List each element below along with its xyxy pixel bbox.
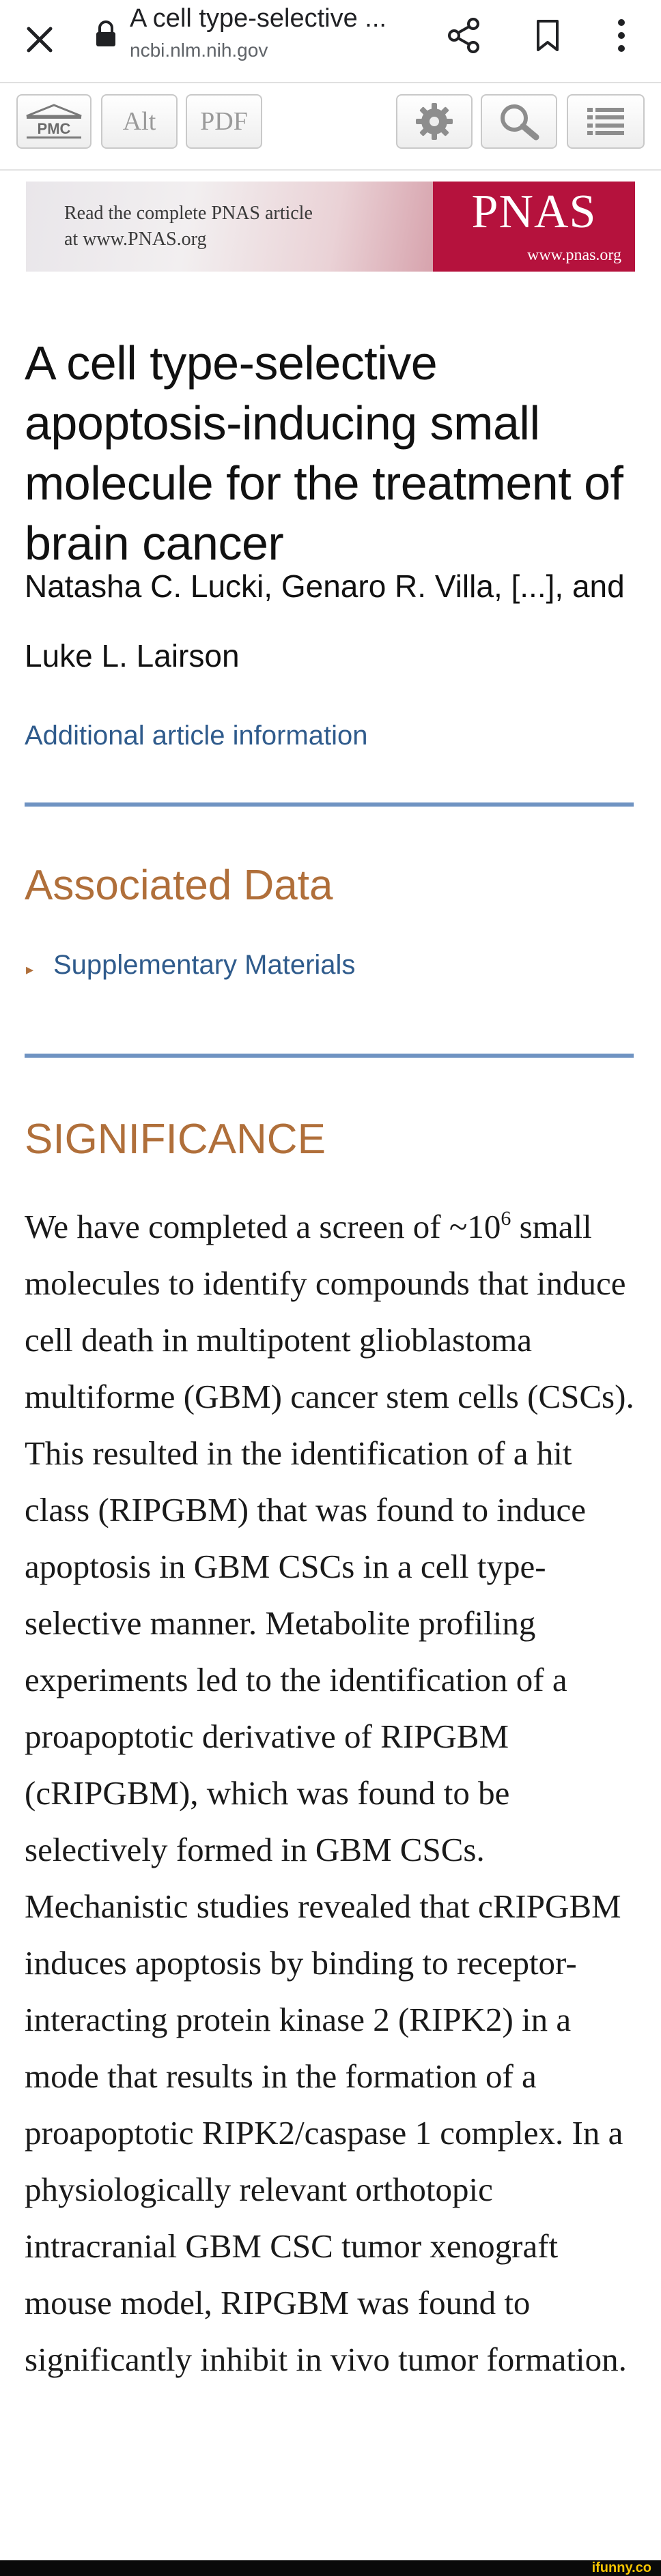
banner-text: [64, 201, 313, 252]
pnas-url: www.pnas.org: [527, 246, 621, 264]
banner-line-1: Read the complete PNAS article: [64, 203, 313, 224]
close-tab-button[interactable]: [15, 15, 64, 64]
section-divider: [25, 802, 634, 807]
list-icon: [586, 106, 625, 137]
pmc-logo-icon: [24, 102, 84, 141]
pdf-label: PDF: [200, 107, 248, 136]
pmc-home-button[interactable]: [16, 94, 92, 149]
author-link[interactable]: Genaro R. Villa: [281, 568, 494, 604]
share-icon: [446, 17, 483, 54]
expand-authors-button[interactable]: [...]: [511, 568, 555, 604]
author-separator: ,: [493, 568, 511, 604]
search-button[interactable]: [481, 94, 557, 149]
pmc-toolbar: [0, 82, 661, 171]
pnas-logo: PNAS: [471, 186, 597, 238]
author-link[interactable]: Luke L. Lairson: [25, 638, 240, 674]
article-title: A cell type-selective apoptosis-inducing small molecule for the treatment of brain cancer: [25, 336, 623, 570]
page-title[interactable]: A cell type-selective ...: [130, 4, 386, 33]
settings-button[interactable]: [396, 94, 473, 149]
bookmark-button[interactable]: [520, 8, 575, 63]
url-domain[interactable]: ncbi.nlm.nih.gov: [130, 40, 268, 61]
more-vert-icon: [616, 17, 627, 54]
section-divider: [25, 1054, 634, 1058]
pdf-button[interactable]: [186, 94, 262, 149]
significance-text-part: We have completed a screen of ~10: [25, 1208, 501, 1245]
browser-top-bar: [0, 0, 661, 82]
table-of-contents-button[interactable]: [567, 94, 645, 149]
pnas-banner[interactable]: [26, 182, 635, 272]
settings-icon: [413, 100, 455, 143]
significance-heading: SIGNIFICANCE: [25, 1116, 326, 1163]
author-list: [25, 551, 639, 691]
share-button[interactable]: [437, 8, 492, 63]
additional-article-info-link[interactable]: Additional article information: [25, 721, 368, 751]
pmc-label: PMC: [37, 120, 71, 137]
alt-label: Alt: [122, 107, 156, 136]
author-separator: , and: [554, 568, 625, 604]
supplementary-materials-link[interactable]: Supplementary Materials: [53, 950, 356, 980]
lock-icon: [94, 20, 117, 48]
significance-text: [25, 1198, 639, 2388]
pnas-logo-block: [433, 182, 635, 272]
more-options-button[interactable]: [594, 8, 649, 63]
banner-text-area: [26, 182, 433, 272]
search-icon: [496, 102, 542, 141]
author-link[interactable]: Natasha C. Lucki: [25, 568, 264, 604]
close-icon: [25, 25, 55, 55]
significance-text-part: small molecules to identify compounds that induce cell death in multipotent glioblastoma multiforme (GBM) cancer stem cells (CSCs). This resulted in the identification of a hit class (RIPGBM) that was found to induce apoptosis in GBM CSCs in a cell type-selective manner. Metabolite profiling experiments led to the identification of a proapoptotic derivative of RIPGBM (cRIPGBM), which was found to be selectively formed in GBM CSCs. Mechanistic studies revealed that cRIPGBM induces apoptosis by binding to receptor-interacting protein kinase 2 (RIPK2) in a mode that results in the formation of a proapoptotic RIPK2/caspase 1 complex. In a physiologically relevant orthotopic intracranial GBM CSC tumor xenograft mouse model, RIPGBM was found to significantly inhibit in vivo tumor formation.: [25, 1208, 634, 2378]
watermark-text: ifunny.co: [591, 2560, 651, 2575]
author-separator: ,: [264, 568, 281, 604]
triangle-right-icon: ▸: [26, 961, 34, 978]
associated-data-heading: Associated Data: [25, 862, 333, 909]
bookmark-icon: [534, 18, 561, 53]
banner-line-2: at www.PNAS.org: [64, 229, 207, 250]
exponent: 6: [501, 1207, 511, 1230]
watermark-strip: [0, 2560, 661, 2576]
alt-button[interactable]: [101, 94, 178, 149]
